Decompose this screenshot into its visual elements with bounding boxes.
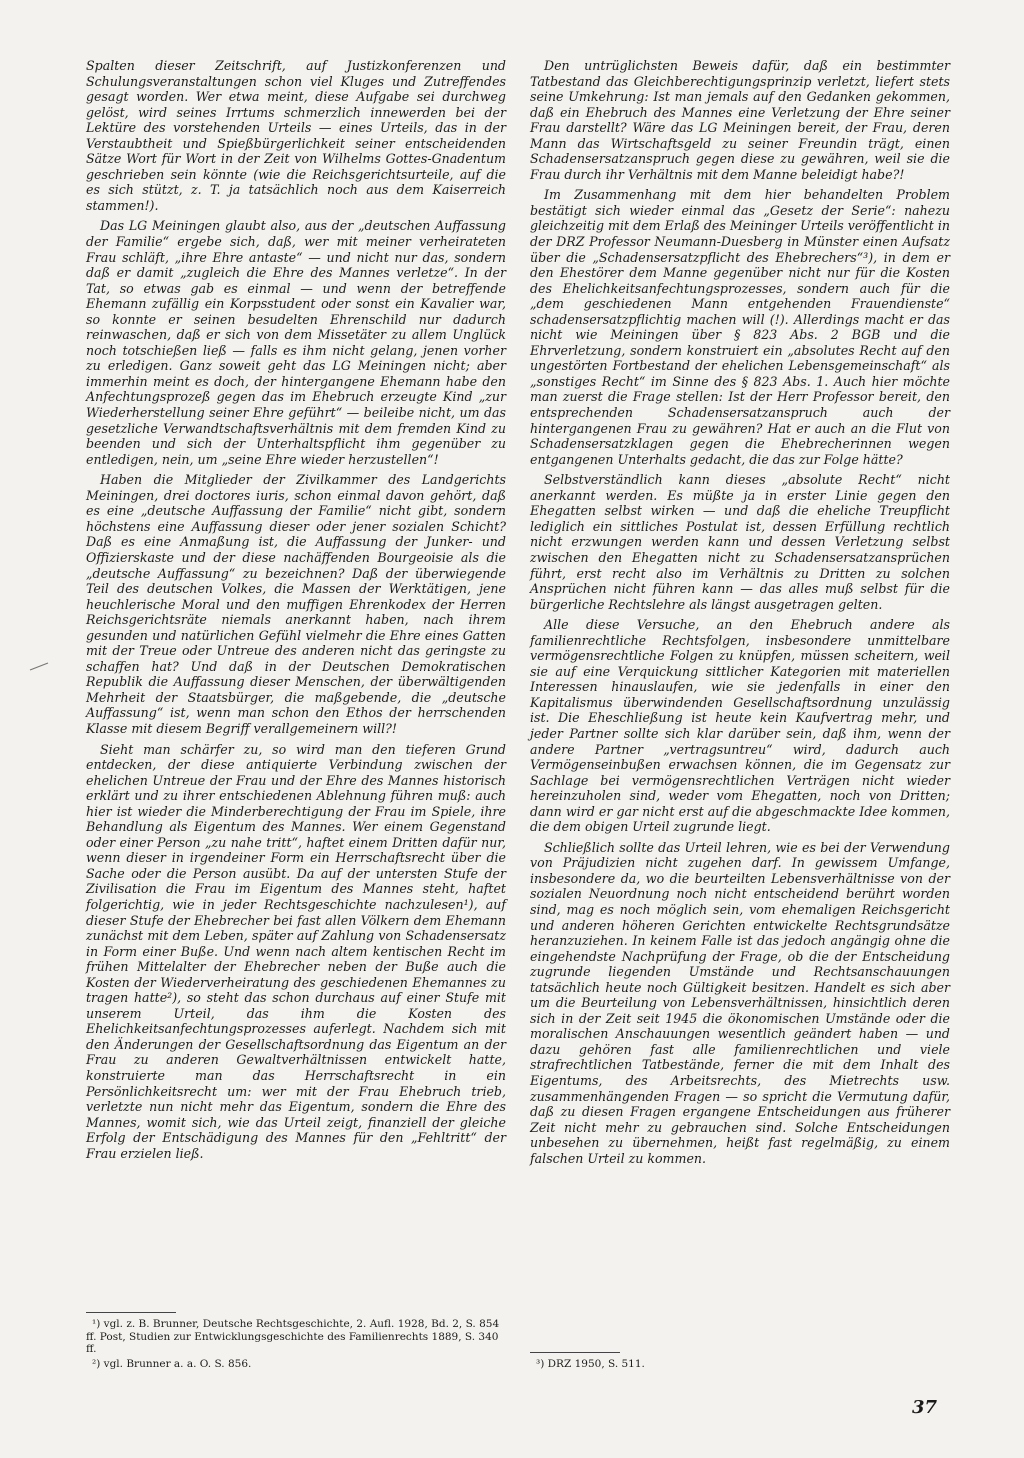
footnote-divider	[530, 1352, 620, 1353]
margin-pencil-mark	[28, 660, 50, 672]
footnotes-right	[530, 1358, 950, 1373]
paragraph: Schließlich sollte das Urteil lehren, wie es bei der Verwendung von Präjudizien nicht zugehen darf. In gewissem Umfange, insbesondere da, wo die beurteilten Lebensverhältnisse von der sozialen Neuordnung noch nicht entscheidend berührt worden sind, mag es noch möglich sein, vom ehemaligen Reichsgericht und anderen höheren Gerichten entwickelte Rechtsgrundsätze heranzuziehen. In keinem Falle ist das jedoch angängig ohne die eingehendste Nachprüfung der Frage, ob die der Entscheidung zugrunde liegenden Umstände und Rechtsanschauungen tatsächlich heute noch Gültigkeit besitzen. Handelt es sich aber um die Beurteilung von Lebensverhältnissen, hinsichtlich deren sich in der Zeit seit 1945 die ökonomischen Umstände oder die moralischen Anschauungen wesentlich geändert haben — und dazu gehören fast alle familienrechtlichen und viele strafrechtlichen Tatbestände, ferner die mit dem Inhalt des Eigentums, des Arbeitsrechts, des Mietrechts usw. zusammenhängenden Fragen — so spricht die Vermutung dafür, daß zu diesen Fragen ergangene Entscheidungen aus früherer Zeit nicht mehr zu gebrauchen sind. Solche Entscheidungen unbesehen zu übernehmen, heißt fast regelmäßig, zu einem falschen Urteil zu kommen.	[530, 839, 950, 1166]
right-column	[530, 58, 950, 1171]
footnote: ³) DRZ 1950, S. 511.	[536, 1358, 645, 1370]
footnote: ²) vgl. Brunner a. a. O. S. 856.	[92, 1357, 252, 1370]
page-number: 37	[912, 1397, 938, 1418]
paragraph: Im Zusammenhang mit dem hier behandelten Problem bestätigt sich wieder einmal das „Gesetz der Serie“: nahezu gleichzeitig mit dem Erlaß des Meininger Urteils veröffentlicht in der DRZ Professor Neumann-Duesberg in Münster einen Aufsatz über die „Schadensersatzpflicht des Ehebrechers“³), in dem er den Ehestörer dem Manne gegenüber nicht nur für die Kosten des Ehelichkeitsanfechtungsprozesses, sondern auch für die „dem geschiedenen Mann entgehenden Frauendienste“ schadensersatzpflichtig machen will (!). Allerdings macht er das nicht wie Meiningen über § 823 Abs. 2 BGB und die Ehrverletzung, sondern konstruiert ein „absolutes Recht auf den ungestörten Fortbestand der ehelichen Lebensgemeinschaft“ als „sonstiges Recht“ im Sinne des § 823 Abs. 1. Auch hier möchte man zuerst die Frage stellen: Ist der Herr Professor bereit, den entsprechenden Schadensersatzanspruch auch der hintergangenen Frau zu gewähren? Hat er auch an die Flut von Schadensersatzklagen gegen die Ehebrecherinnen wegen entgangenen Unterhalts gedacht, die das zur Folge hätte?	[530, 187, 950, 467]
paragraph: Sieht man schärfer zu, so wird man den tieferen Grund entdecken, der diese antiquierte Verbindung zwischen der ehelichen Untreue der Frau und der Ehre des Mannes historisch erklärt und zu ihrer entschiedenen Ablehnung führen muß: auch hier ist wieder die Minderberechtigung der Frau im Spiele, ihre Behandlung als Eigentum des Mannes. Wer einem Gegenstand oder einer Person „zu nahe tritt“, haftet einem Dritten dafür nur, wenn dieser in irgendeiner Form ein Herrschaftsrecht über die Sache oder die Person ausübt. Da auf der untersten Stufe der Zivilisation die Frau im Eigentum des Mannes steht, haftet folgerichtig, wie in jeder Rechtsgeschichte nachzulesen¹), auf dieser Stufe der Ehebrecher bei fast allen Völkern dem Ehemann zunächst mit dem Leben, später auf Zahlung von Schadensersatz in Form einer Buße. Und wenn nach altem kentischen Recht im frühen Mittelalter der Ehebrecher neben der Buße auch die Kosten der Wiederverheiratung des geschiedenen Ehemannes zu tragen hatte²), so steht das schon durchaus auf einer Stufe mit unserem Urteil, das ihm die Kosten des Ehelichkeitsanfechtungsprozesses auferlegt. Nachdem sich mit den Änderungen der Gesellschaftsordnung das Eigentum an der Frau zu anderen Gewaltverhältnissen entwickelt hatte, konstruierte man das Herrschaftsrecht in ein Persönlichkeitsrecht um: wer mit der Frau Ehebruch trieb, verletzte nun nicht mehr das Eigentum, sondern die Ehre des Mannes, womit sich, wie das Urteil zeigt, finanziell der gleiche Erfolg der Entschädigung des Mannes für den „Fehltritt“ der Frau erzielen ließ.	[86, 741, 506, 1161]
paragraph: Selbstverständlich kann dieses „absolute Recht“ nicht anerkannt werden. Es müßte ja in erster Linie gegen den Ehegatten selbst wirken — und daß die eheliche Treupflicht lediglich ein sittliches Postulat ist, dessen Erfüllung rechtlich nicht erzwungen werden kann und dessen Verletzung selbst zwischen den Ehegatten nicht zu Schadensersatzansprüchen führt, erst recht also im Verhältnis zu Dritten zu solchen Ansprüchen nicht führen kann — das alles muß selbst für die bürgerliche Rechtslehre als längst ausgetragen gelten.	[530, 472, 950, 612]
footnote: ¹) vgl. z. B. Brunner, Deutsche Rechtsgeschichte, 2. Aufl. 1928, Bd. 2, S. 854 ff. Post, Studien zur Entwicklungsgeschichte des Familienrechts 1889, S. 340 ff.	[86, 1318, 500, 1355]
footnote-divider	[86, 1312, 176, 1313]
paragraph: Den untrüglichsten Beweis dafür, daß ein bestimmter Tatbestand das Gleichberechtigungsprinzip verletzt, liefert stets seine Umkehrung: Ist man jemals auf den Gedanken gekommen, daß ein Ehebruch des Mannes eine Verletzung der Ehre seiner Frau darstellt? Wäre das LG Meiningen bereit, der Frau, deren Mann das Wirtschaftsgeld zu seiner Freundin trägt, einen Schadensersatzanspruch gegen diese zu gewähren, weil sie die Frau durch ihr Verhältnis mit dem Manne beleidigt habe?!	[530, 58, 950, 182]
paragraph: Haben die Mitglieder der Zivilkammer des Landgerichts Meiningen, drei doctores iuris, schon einmal davon gehört, daß es eine „deutsche Auffassung der Familie“ nicht gibt, sondern höchstens eine Auffassung dieser oder jener sozialen Schicht? Daß es eine Anmaßung ist, die Auffassung der Junker- und Offizierskaste und der diese nachäffenden Bourgeoisie als die „deutsche Auffassung“ zu bezeichnen? Daß der überwiegende Teil des deutschen Volkes, die Massen der Werktätigen, jene heuchlerische Moral und den muffigen Ehrenkodex der Herren Reichsgerichtsräte niemals anerkannt haben, nach ihrem gesunden und natürlichen Gefühl vielmehr die Ehre eines Gatten mit der Treue oder Untreue des anderen nicht das geringste zu schaffen hat? Und daß in der Deutschen Demokratischen Republik die Auffassung dieser Menschen, der überwältigenden Mehrheit der Staatsbürger, die maßgebende, die „deutsche Auffassung“ ist, wenn man schon den Ethos der herrschenden Klasse mit diesem Begriff verallgemeinern will?!	[86, 472, 506, 736]
paragraph: Alle diese Versuche, an den Ehebruch andere als familienrechtliche Rechtsfolgen, insbesondere unmittelbare vermögensrechtliche Folgen zu knüpfen, müssen scheitern, weil sie auf eine Verquickung sittlicher Kategorien mit materiellen Interessen hinauslaufen, wie sie jedenfalls in einer den Kapitalismus überwindenden Gesellschaftsordnung unzulässig ist. Die Eheschließung ist heute kein Kaufvertrag mehr, und jeder Partner sollte sich klar darüber sein, daß ihm, wenn der andere Partner „vertragsuntreu“ wird, dadurch auch Vermögenseinbußen erwachsen können, die im Gegensatz zur Sachlage bei vermögensrechtlichen Verträgen nicht wieder hereinzuholen sind, weder vom Ehegatten, noch von Dritten; dann wird er gar nicht erst auf die abgeschmackte Idee kommen, die dem obigen Urteil zugrunde liegt.	[530, 617, 950, 835]
footnotes-left	[86, 1318, 506, 1372]
paragraph: Spalten dieser Zeitschrift, auf Justizkonferenzen und Schulungsveranstaltungen schon viel Kluges und Zutreffendes gesagt worden. Wer etwa meint, diese Aufgabe sei durchweg gelöst, wird seines Irrtums schmerzlich innewerden bei der Lektüre des vorstehenden Urteils — eines Urteils, das in der Verstaubtheit und Spießbürgerlichkeit seiner entscheidenden Sätze Wort für Wort in der Zeit von Wilhelms Gottes-Gnadentum geschrieben sein könnte (wie die Reichsgerichtsurteile, auf die es sich stützt, z. T. ja tatsächlich noch aus dem Kaiserreich stammen!).	[86, 58, 506, 213]
paragraph: Das LG Meiningen glaubt also, aus der „deutschen Auffassung der Familie“ ergebe sich, daß, wer mit meiner verheirateten Frau schläft, „ihre Ehre antaste“ — und nicht nur das, sondern daß er damit „zugleich die Ehre des Mannes verletze“. In der Tat, so etwas gab es einmal — und wenn der betreffende Ehemann zufällig ein Korpsstudent oder sonst ein Kavalier war, so konnte er seinen besudelten Ehrenschild nur dadurch reinwaschen, daß er sich von dem Missetäter zu allem Unglück noch totschießen ließ — falls es ihm nicht gelang, jenen vorher zu erledigen. Ganz soweit geht das LG Meiningen nicht; aber immerhin meint es doch, der hintergangene Ehemann habe den Anfechtungsprozeß gegen das im Ehebruch erzeugte Kind „zur Wiederherstellung seiner Ehre geführt“ — beileibe nicht, um das gesetzliche Verwandtschaftsverhältnis mit dem fremden Kind zu beenden und sich der Unterhaltspflicht ihm gegenüber zu entledigen, nein, um „seine Ehre wieder herzustellen“!	[86, 218, 506, 467]
left-column	[86, 58, 506, 1166]
